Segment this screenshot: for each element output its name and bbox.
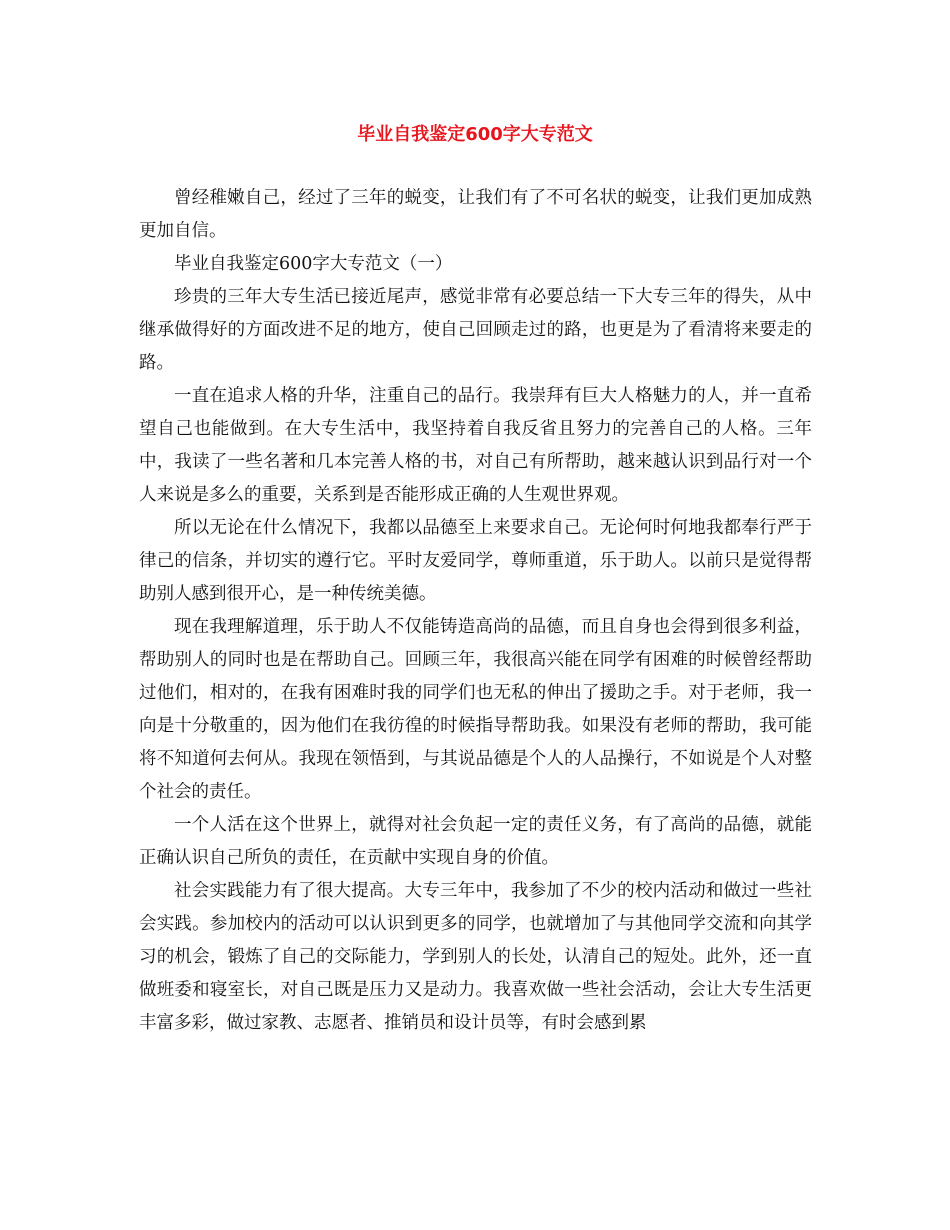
paragraph: 社会实践能力有了很大提高。大专三年中，我参加了不少的校内活动和做过一些社会实践。参加校内的活动可以认识到更多的同学，也就增加了与其他同学交流和向其学习的机会，锻炼了自己的交际能力，学到别人的长处，认清自己的短处。此外，还一直做班委和寝室长，对自己既是压力又是动力。我喜欢做一些社会活动，会让大专生活更丰富多彩，做过家教、志愿者、推销员和设计员等，有时会感到累: [139, 881, 812, 1033]
paragraph: 一直在追求人格的升华，注重自己的品行。我崇拜有巨大人格魅力的人，并一直希望自己也能做到。在大专生活中，我坚持着自我反省且努力的完善自己的人格。三年中，我读了一些名著和几本完善人格的书，对自己有所帮助，越来越认识到品行对一个人来说是多么的重要，关系到是否能形成正确的人生观世界观。: [139, 386, 812, 505]
document-title: 毕业自我鉴定600字大专范文: [357, 124, 593, 145]
paragraph: 所以无论在什么情况下，我都以品德至上来要求自己。无论何时何地我都奉行严于律己的信条，并切实的遵行它。平时友爱同学，尊师重道，乐于助人。以前只是觉得帮助别人感到很开心，是一种传统美德。: [139, 518, 812, 604]
section-heading: 毕业自我鉴定600字大专范文（一）: [174, 254, 453, 274]
paragraph: 珍贵的三年大专生活已接近尾声，感觉非常有必要总结一下大专三年的得失，从中继承做得好的方面改进不足的地方，使自己回顾走过的路，也更是为了看清将来要走的路。: [139, 287, 812, 373]
paragraph: 现在我理解道理，乐于助人不仅能铸造高尚的品德，而且自身也会得到很多利益，帮助别人的同时也是在帮助自己。回顾三年，我很高兴能在同学有困难的时候曾经帮助过他们，相对的，在我有困难时我的同学们也无私的伸出了援助之手。对于老师，我一向是十分敬重的，因为他们在我彷徨的时候指导帮助我。如果没有老师的帮助，我可能将不知道何去何从。我现在领悟到，与其说品德是个人的人品操行，不如说是个人对整个社会的责任。: [139, 617, 812, 802]
document-body: [139, 182, 812, 1040]
paragraph-intro: 曾经稚嫩自己，经过了三年的蜕变，让我们有了不可名状的蜕变，让我们更加成熟更加自信。: [139, 188, 812, 241]
paragraph: 一个人活在这个世界上，就得对社会负起一定的责任义务，有了高尚的品德，就能正确认识自己所负的责任，在贡献中实现自身的价值。: [139, 815, 812, 868]
